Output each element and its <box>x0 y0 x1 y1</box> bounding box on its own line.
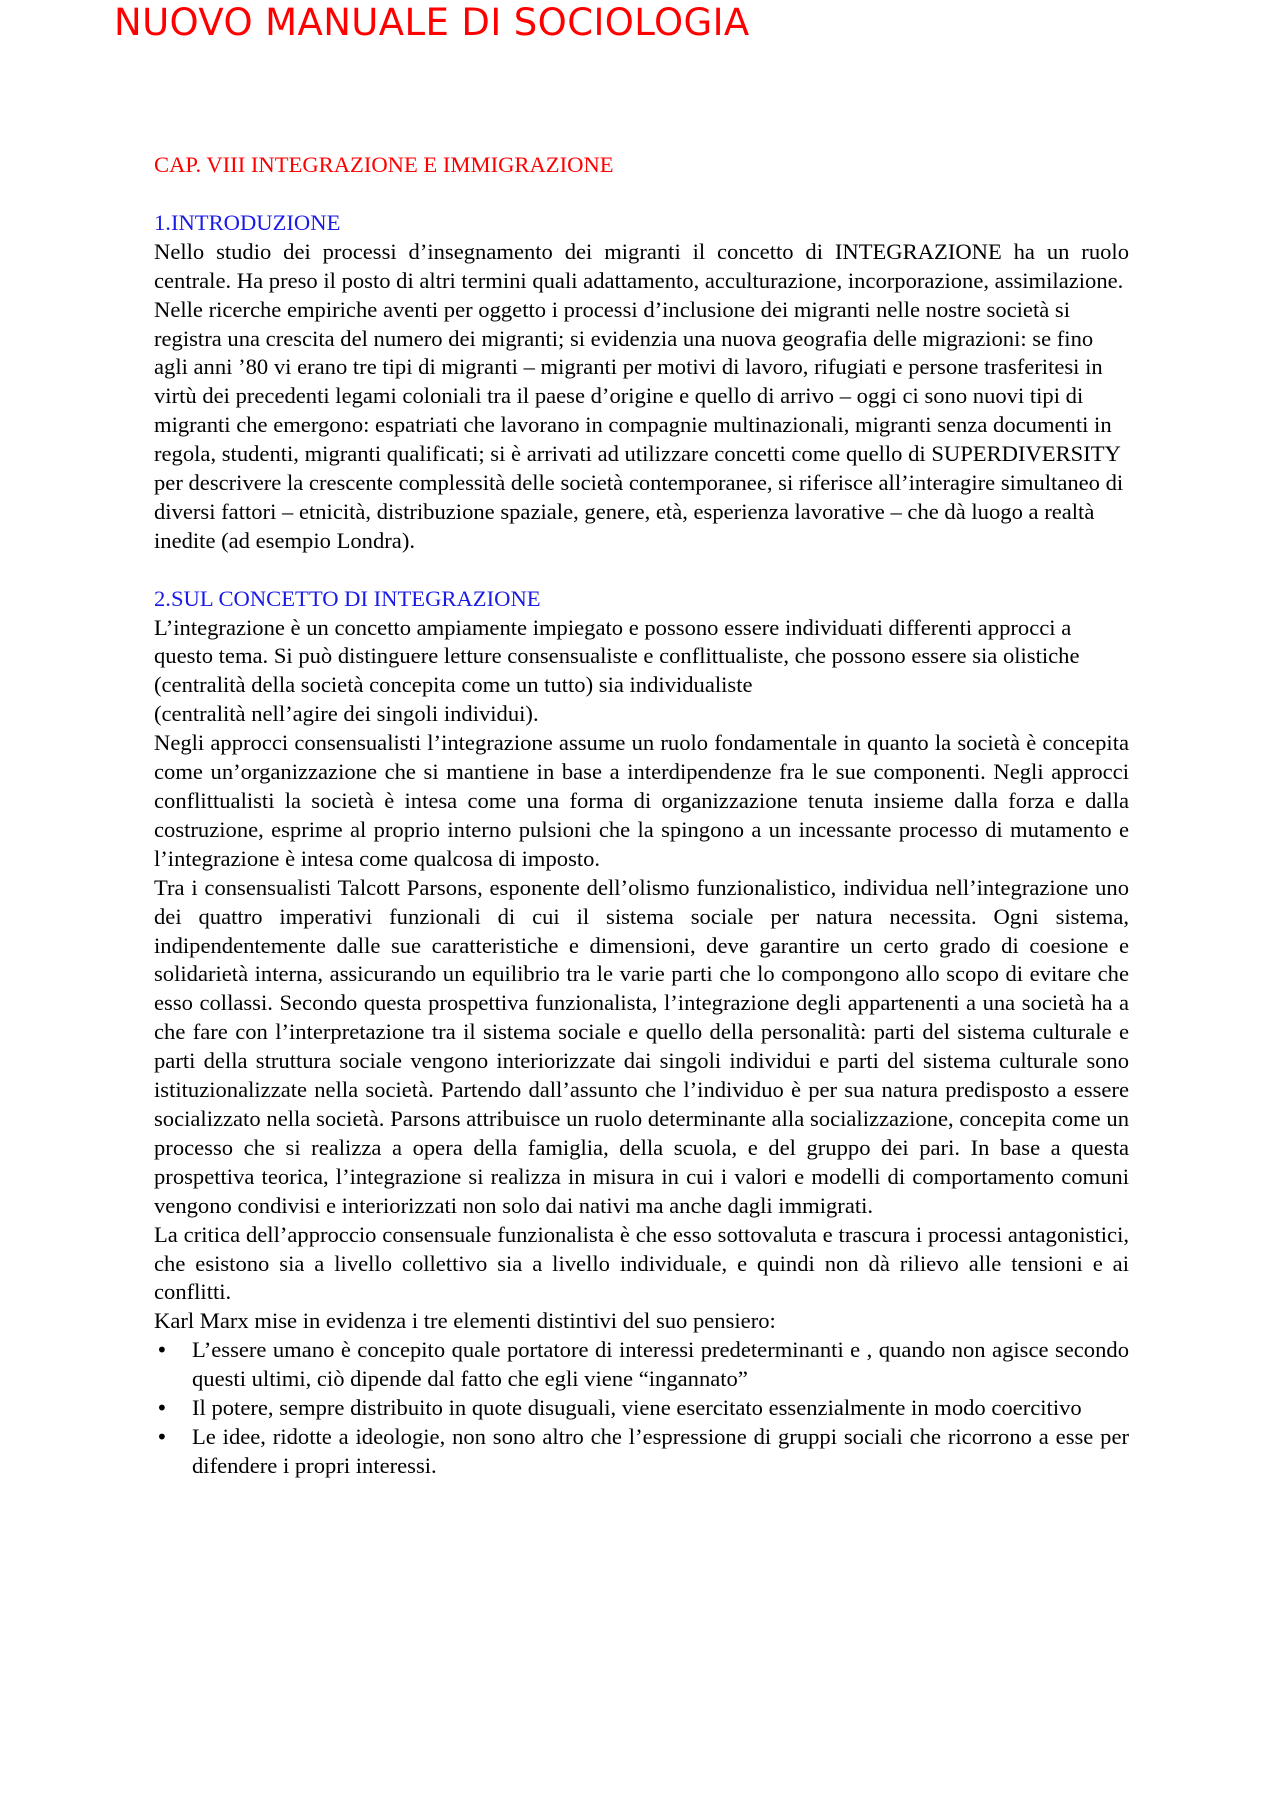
section-heading-concetto-integrazione: 2.SUL CONCETTO DI INTEGRAZIONE <box>154 585 541 611</box>
bullet-icon: • <box>156 1424 168 1449</box>
paragraph: Tra i consensualisti Talcott Parsons, esponente dell’olismo funzionalistico, individua nell’integrazione uno dei quattro imperativi funzionali di cui il sistema sociale per natura necessita. Ogni sistema, indipendentemente dalle sue caratteristiche e dimensioni, deve garantire un certo grado di coesione e solidarietà interna, assicurando un equilibrio tra le varie parti che lo compongono allo scopo di evitare che esso collassi. Secondo questa prospettiva funzionalista, l’integrazione degli appartenenti a una società ha a che fare con l’interpretazione tra il sistema sociale e quello della personalità: parti del sistema culturale e parti della struttura sociale vengono interiorizzate dai singoli individui e parti del sistema culturale sono istituzionalizzate nella società. Partendo dall’assunto che l’individuo è per sua natura predisposto a essere socializzato nella società. Parsons attribuisce un ruolo determinante alla socializzazione, concepita come un processo che si realizza a opera della famiglia, della scuola, e del gruppo dei pari. In base a questa prospettiva teorica, l’integrazione si realizza in misura in cui i valori e modelli di comportamento comuni vengono condivisi e interiorizzati non solo dai nativi ma anche dagli immigrati. <box>154 874 1129 1218</box>
paragraph: Karl Marx mise in evidenza i tre elementi distintivi del suo pensiero: <box>154 1308 776 1334</box>
paragraph: Nelle ricerche empiriche aventi per oggetto i processi d’inclusione dei migranti nelle nostre società si registra una crescita del numero dei migranti; si evidenzia una nuova geografia delle migrazioni: se fino agli anni ’80 vi erano tre tipi di migranti – migranti per motivi di lavoro, rifugiati e persone trasferitesi in virtù dei precedenti legami coloniali tra il paese d’origine e quello di arrivo – oggi ci sono nuovi tipi di migranti che emergono: espatriati che lavorano in compagnie multinazionali, migranti senza documenti in regola, studenti, migranti qualificati; si è arrivati ad utilizzare concetti come quello di SUPERDIVERSITY per descrivere la crescente complessità delle società contemporanee, si riferisce all’interagire simultaneo di diversi fattori – etnicità, distribuzione spaziale, genere, età, esperienza lavorative – che dà luogo a realtà inedite (ad esempio Londra). <box>154 296 1124 553</box>
paragraph: Negli approcci consensualisti l’integrazione assume un ruolo fondamentale in quanto la società è concepita come un’organizzazione che si mantiene in base a interdipendenze fra le sue componenti. Negli approcci conflittualisti la società è intesa come una forma di organizzazione tenuta insieme dalla forza e dalla costruzione, esprime al proprio interno pulsioni che la spingono a un incessante processo di mutamento e l’integrazione è intesa come qualcosa di imposto. <box>154 730 1129 871</box>
section-heading-introduzione: 1.INTRODUZIONE <box>154 209 341 235</box>
bullet-icon: • <box>156 1338 168 1363</box>
paragraph: L’integrazione è un concetto ampiamente impiegato e possono essere individuati differenti approcci a questo tema. Si può distinguere letture consensualiste e conflittualiste, che possono essere sia olistiche (centralità della società concepita come un tutto) sia individualiste <box>154 614 1080 698</box>
bullet-list <box>154 1336 1129 1481</box>
paragraph: (centralità nell’agire dei singoli individui). <box>154 701 539 727</box>
list-item-text: Il potere, sempre distribuito in quote disuguali, viene esercitato essenzialmente in modo coercitivo <box>192 1395 1082 1421</box>
list-item-text: Le idee, ridotte a ideologie, non sono altro che l’espressione di gruppi sociali che ricorrono a esse per difendere i propri interessi. <box>192 1423 1129 1478</box>
list-item <box>154 1423 1129 1481</box>
paragraph: Nello studio dei processi d’insegnamento dei migranti il concetto di INTEGRAZIONE ha un ruolo centrale. Ha preso il posto di altri termini quali adattamento, acculturazione, incorporazione, assimilazione. <box>154 238 1129 293</box>
paragraph: La critica dell’approccio consensuale funzionalista è che esso sottovaluta e trascura i processi antagonistici, che esistono sia a livello collettivo sia a livello individuale, e quindi non dà rilievo alle tensioni e ai conflitti. <box>154 1221 1129 1305</box>
page-header-title: NUOVO MANUALE DI SOCIOLOGIA <box>114 1 750 44</box>
section-spacer <box>154 556 1129 585</box>
list-item <box>154 1394 1129 1423</box>
chapter-title: CAP. VIII INTEGRAZIONE E IMMIGRAZIONE <box>154 152 614 177</box>
list-item-text: L’essere umano è concepito quale portatore di interessi predeterminanti e , quando non agisce secondo questi ultimi, ciò dipende dal fatto che egli viene “ingannato” <box>192 1337 1129 1392</box>
bullet-icon: • <box>156 1396 168 1421</box>
document-body <box>154 151 1129 1481</box>
list-item <box>154 1336 1129 1394</box>
